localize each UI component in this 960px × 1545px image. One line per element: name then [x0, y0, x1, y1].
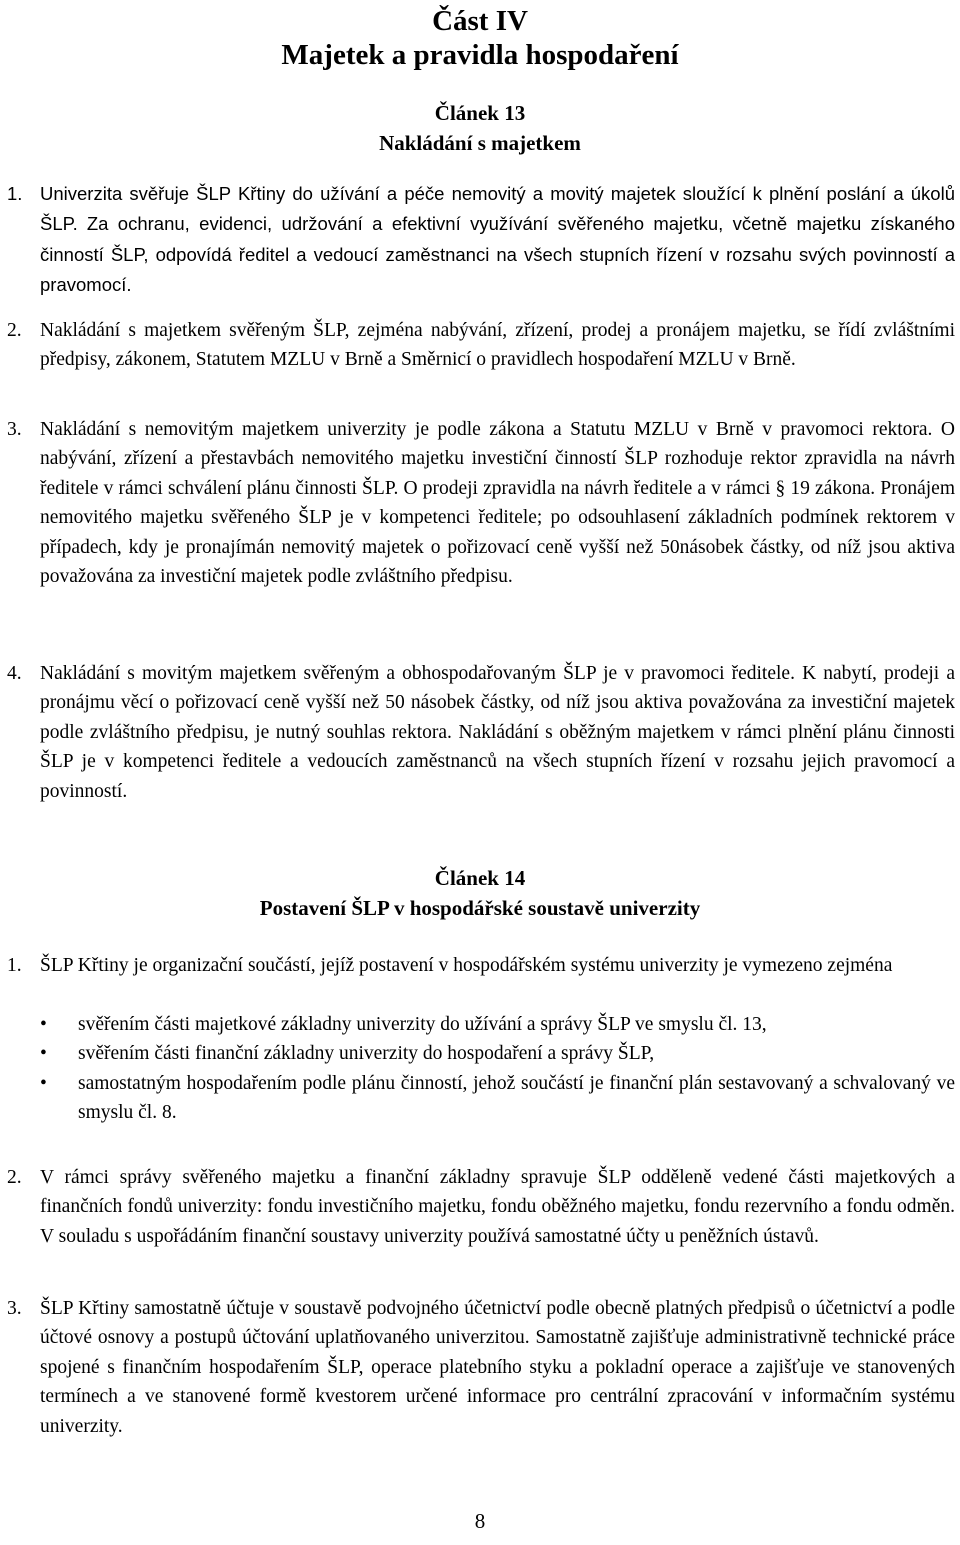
- part-title: Majetek a pravidla hospodaření: [281, 39, 679, 71]
- article-14-title: Postavení ŠLP v hospodářské soustavě univerzity: [259, 896, 701, 920]
- article-14-paragraph-3: [7, 1294, 955, 1441]
- list-item: [40, 1069, 955, 1128]
- paragraph-number: 3.: [7, 1298, 22, 1319]
- article-13-title: Nakládání s majetkem: [379, 131, 581, 155]
- paragraph-number: 3.: [7, 419, 22, 440]
- paragraph-number: 4.: [7, 663, 22, 684]
- article-13-paragraph-3: [7, 415, 955, 591]
- paragraph-text: Za ochranu, evidenci, udržování a efektivní využívání svěřeného majetku, včetně majetku získaného činností ŠLP, odpovídá ředitel a vedoucí zaměstnanci na všech stupních řízení v rozsahu svých povinností a pravomocí.: [40, 213, 955, 296]
- part-number: Část IV: [432, 5, 528, 37]
- bullet-icon: •: [40, 1072, 47, 1094]
- paragraph-text: Nakládání s majetkem svěřeným ŠLP, zejména nabývání, zřízení, prodej a pronájem majetku, se řídí zvláštními předpisy, zákonem, Statutem MZLU v Brně a Směrnicí o pravidlech hospodaření MZLU v Brně.: [40, 320, 955, 371]
- paragraph-text: V rámci správy svěřeného majetku a finanční základny spravuje ŠLP odděleně vedené části majetkových a finančních fondů univerzity: fondu investičního majetku, fondu oběžného majetku, fondu rezervního a fondu odměn. V souladu s uspořádáním finanční soustavy univerzity používá samostatné účty u peněžních ústavů.: [40, 1167, 955, 1247]
- paragraph-text: ŠLP Křtiny je organizační součástí, jejíž postavení v hospodářském systému univerzity je vymezeno zejména: [40, 955, 893, 976]
- paragraph-text: Nakládání s movitým majetkem svěřeným a obhospodařovaným ŠLP je v pravomoci ředitele. K nabytí, prodeji a pronájmu věcí o pořizovací ceně vyšší než 50 násobek částky, od níž jsou aktiva považována za investiční majetek podle zvláštního předpisu, je nutný souhlas rektora. Nakládání s oběžným majetkem v rámci plnění plánu činnosti ŠLP je v kompetenci ředitele a vedoucích zaměstnanců na všech stupních řízení v rozsahu jejich pravomocí a povinností.: [40, 663, 955, 802]
- bullet-icon: •: [40, 1014, 47, 1035]
- article-14-number: Článek 14: [434, 866, 526, 890]
- list-item-text: svěřením části finanční základny univerzity do hospodaření a správy ŠLP,: [78, 1043, 655, 1065]
- article-13-paragraph-1: [7, 179, 955, 301]
- article-13-paragraph-2: [7, 316, 955, 375]
- page-number: 8: [474, 1509, 486, 1533]
- paragraph-number: 1.: [7, 183, 23, 204]
- bullet-icon: •: [40, 1043, 47, 1065]
- article-14-bullet-list: [40, 1010, 955, 1128]
- paragraph-text: ŠLP Křtiny samostatně účtuje v soustavě podvojného účetnictví podle obecně platných předpisů o účetnictví a podle účtové osnovy a postupů účtování uplatňovaného univerzitou. Samostatně zajišťuje administrativně technické práce spojené s finančním hospodařením ŠLP, operace platebního styku a pokladní operace a zajišťuje ve stanovených termínech a ve stanovené formě kvestorem určené informace pro centrální zpracování v informačním systému univerzity.: [40, 1298, 955, 1437]
- article-14-paragraph-2: [7, 1163, 955, 1251]
- article-13-number: Článek 13: [434, 101, 526, 125]
- paragraph-number: 1.: [7, 955, 22, 976]
- paragraph-number: 2.: [7, 1167, 22, 1188]
- list-item-text: samostatným hospodařením podle plánu činností, jehož součástí je finanční plán sestavovaný a schvalovaný ve smyslu čl. 8.: [78, 1072, 955, 1124]
- list-item: [40, 1010, 955, 1039]
- article-14-paragraph-1: [7, 951, 955, 980]
- list-item-text: svěřením části majetkové základny univerzity do užívání a správy ŠLP ve smyslu čl. 13,: [78, 1014, 767, 1035]
- article-13-paragraph-4: [7, 659, 955, 806]
- paragraph-text-sans: Univerzita svěřuje ŠLP Křtiny do užívání a péče nemovitý a movitý majetek sloužící k plnění poslání a úkolů ŠLP.: [40, 183, 955, 235]
- list-item: [40, 1039, 955, 1068]
- paragraph-number: 2.: [7, 320, 22, 341]
- paragraph-text: Nakládání s nemovitým majetkem univerzity je podle zákona a Statutu MZLU v Brně v pravomoci rektora. O nabývání, zřízení a přestavbách nemovitého majetku investiční činností ŠLP rozhoduje rektor zpravidla na návrh ředitele v rámci schválení plánu činnosti ŠLP. O prodeji zpravidla na návrh ředitele a v rámci § 19 zákona. Pronájem nemovitého majetku svěřeného ŠLP je v kompetenci ředitele; po odsouhlasení základních podmínek rektorem v případech, kdy je pronajímán nemovitý majetek o pořizovací ceně vyšší než 50násobek částky, od níž jsou aktiva považována za investiční majetek podle zvláštního předpisu.: [40, 419, 955, 588]
